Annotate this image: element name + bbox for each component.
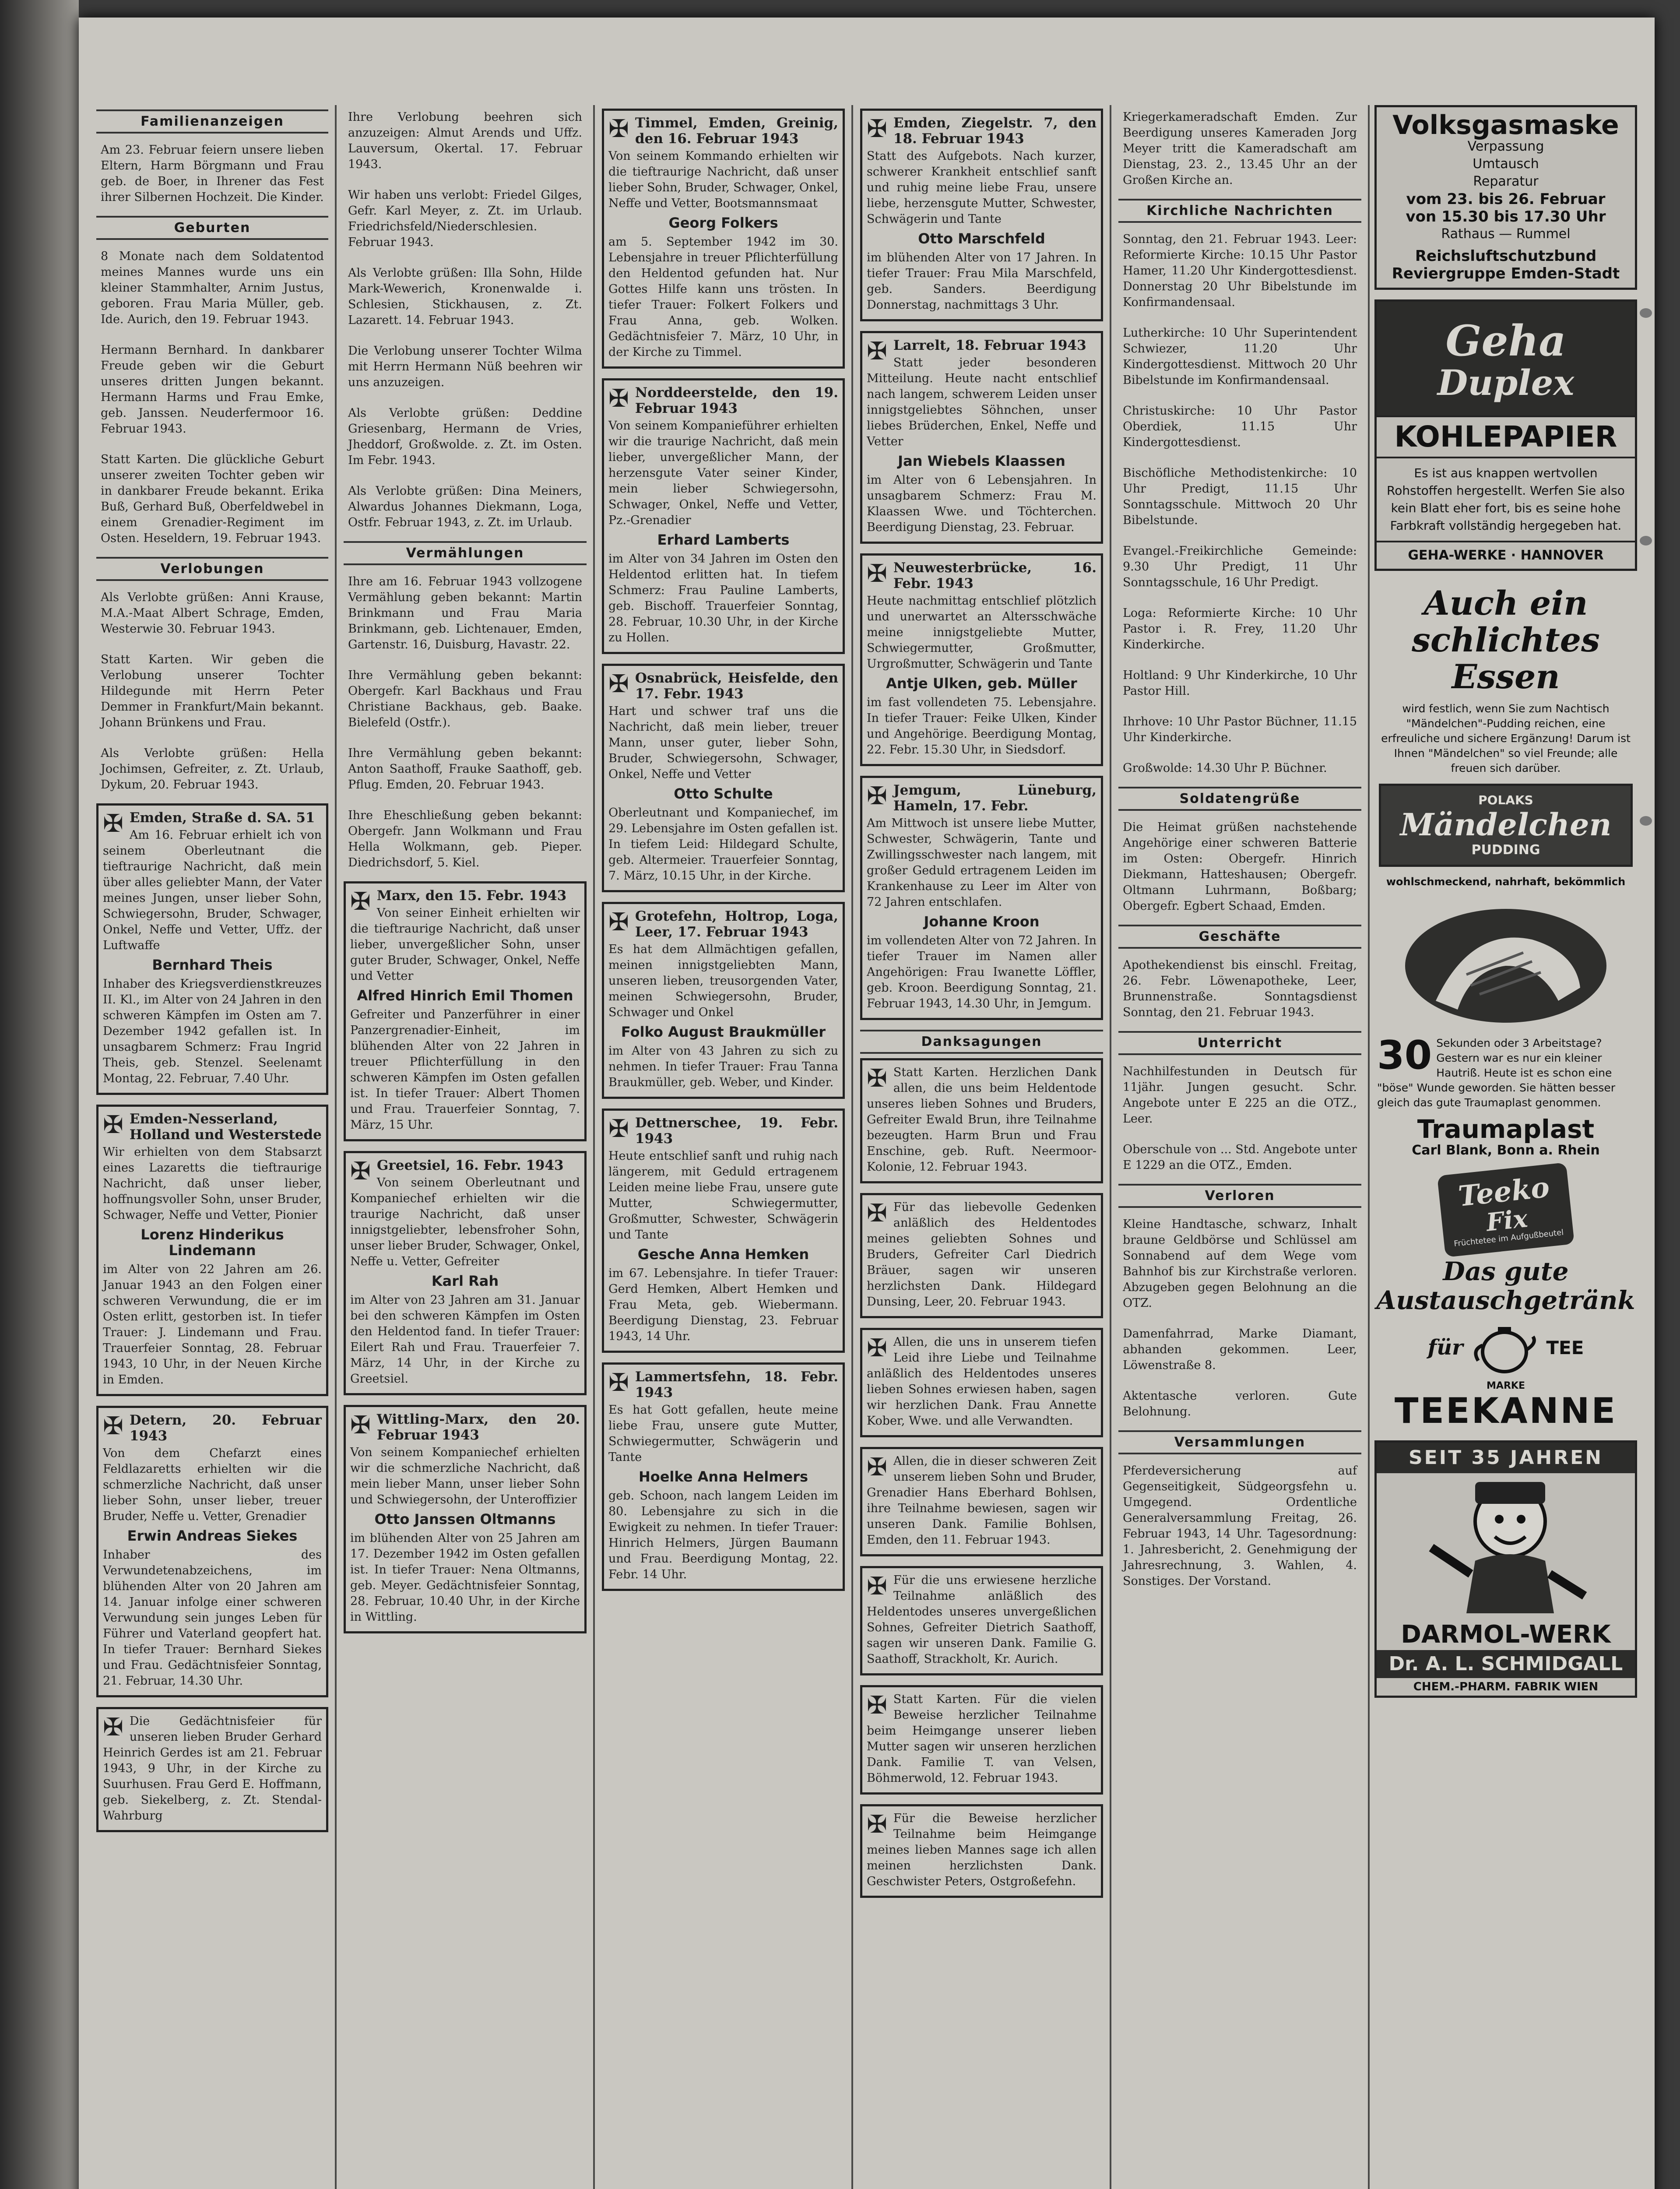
notice-text: Für die Beweise herzlicher Teilnahme beim Heimgange meines lieben Mannes sage ich allen meinen herzlichsten Dank. Geschwister Peters, Ostgroßefehn. [867,1812,1097,1888]
classified-ad [344,401,587,475]
iron-cross-icon: ✠ [608,670,629,698]
classified-ad [344,663,587,737]
death-notice [602,902,845,1099]
advertisement-column [1374,105,1637,2189]
ad-text: Loga: Reformierte Kirche: 10 Uhr Pastor i. R. Frey, 11.20 Uhr Kinderkirche. [1123,606,1357,651]
ad-line: Verpassung [1467,139,1544,154]
ad-headline: SEIT 35 JAHREN [1377,1443,1635,1473]
ad-footer: Carl Blank, Bonn a. Rhein [1412,1143,1600,1158]
ad-body: wird festlich, wenn Sie zum Nachtisch "Mändelchen"-Pudding reichen, eine erfreuliche und sichere Ergänzung! Darum ist Ihnen "Mändelchen" so viel Freunde; alle freuen sich darüber. [1381,702,1631,774]
ad-text: Ihre am 16. Februar 1943 vollzogene Vermählung geben bekannt: Martin Brinkmann und Frau Maria Brinkmann, geb. Lichtenauer, Emden, Gartenstr. 16, Duisburg, Havastr. 22. [348,575,582,651]
ad-footer: wohlschmeckend, nahrhaft, bekömmlich [1386,876,1626,888]
notice-heading: Emden-Nesserland, Holland und Westerstede [129,1111,322,1143]
classified-ad [1118,227,1361,317]
ad-text: Evangel.-Freikirchliche Gemeinde: 9.30 Uhr Predigt, 11 Uhr Sonntagsschule, 16 Uhr Predigt. [1123,544,1357,589]
brand-label: POLAKS [1478,793,1533,807]
ad-body: Es ist aus knappen wertvollen Rohstoffen hergestellt. Werfen Sie also kein Blatt eher fort, bis es seine hohe Farbkraft vollständig hergegeben hat. [1387,466,1625,533]
notice-text: im blühenden Alter von 17 Jahren. In tiefer Trauer: Frau Mila Marschfeld, geb. Sanders. Beerdigung Donnerstag, nachmittags 3 Uhr. [867,251,1097,312]
classified-ad [96,585,328,643]
ad-text: Als Verlobte grüßen: Hella Jochimsen, Gefreiter, z. Zt. Urlaub, Dykum, 20. Februar 1943. [101,746,324,792]
death-notice [602,1362,845,1591]
iron-cross-icon: ✠ [608,1115,629,1143]
iron-cross-icon: ✠ [350,1157,371,1186]
notice-text: Heute nachmittag entschlief plötzlich und unerwartet an Altersschwäche meine innigstgeliebte Mutter, Schwiegermutter, Großmutter, Urgroßmutter, Schwägerin und Tante [867,594,1097,671]
ad-text: Aktentasche verloren. Gute Belohnung. [1123,1389,1357,1418]
notice-heading: Marx, den 15. Febr. 1943 [376,888,567,904]
ad-text: Ihre Vermählung geben bekannt: Anton Saathoff, Frauke Saathoff, geb. Pflug. Emden, 20. Februar 1943. [348,746,582,792]
death-notice [602,109,845,369]
notice-text: Es hat dem Allmächtigen gefallen, meinen innigstgeliebten Mann, unseren lieben, treusorgenden Vater, meinen Schwiegersohn, Bruder, Schwager und Onkel [608,943,838,1019]
notice-text: Am Mittwoch ist unsere liebe Mutter, Schwester, Schwägerin, Tante und Zwillingsschwester nach langem, mit großer Geduld ertragenem Leiden im Krankenhause zu Leer im Alter von 72 Jahren entschlafen. [867,816,1097,909]
notice-name: Johanne Kroon [924,913,1040,930]
section-heading: Verloren [1118,1184,1361,1208]
classified-ad [344,479,587,537]
darmol-ad [1374,1440,1637,1698]
death-notice [860,776,1103,1020]
classified-ad [344,570,587,659]
notice-text: im Alter von 6 Lebensjahren. In unsagbarem Schmerz: Frau M. Klaassen Wwe. und Töchterchen. Beerdigung Dienstag, 23. Februar. [867,473,1097,534]
death-notice [860,553,1103,766]
classified-ad [1118,399,1361,457]
ad-text: Ihrhove: 10 Uhr Pastor Büchner, 11.15 Uhr Kinderkirche. [1123,715,1357,744]
traumaplast-ad [1374,900,1637,1159]
death-notice [602,1109,845,1353]
notice-heading: Grotefehn, Holtrop, Loga, Leer, 17. Februar 1943 [635,908,838,940]
notice-heading: Wittling-Marx, den 20. Februar 1943 [376,1411,580,1443]
brand-name: TEEKANNE [1394,1390,1617,1431]
notice-text: im 67. Lebensjahre. In tiefer Trauer: Gerd Hemken, Albert Hemken und Frau Meta, geb. Wiebermann. Beerdigung Dienstag, 23. Februar 1943, 14 Uhr. [608,1267,838,1343]
product-name: Mändelchen [1400,806,1612,843]
ad-line: Reviergruppe Emden-Stadt [1392,265,1620,282]
ad-text: Damenfahrrad, Marke Diamant, abhanden gekommen. Leer, Löwenstraße 8. [1123,1327,1357,1372]
iron-cross-icon: ✠ [867,1199,887,1228]
product-name: Teeko [1456,1171,1551,1213]
geha-kohlepapier-ad [1374,299,1637,571]
iron-cross-icon: ✠ [608,384,629,413]
section-heading: Familienanzeigen [96,109,328,134]
notice-name: Bernhard Theis [152,957,273,973]
ad-text: Die Verlobung unserer Tochter Wilma mit Herrn Hermann Nüß beehren wir uns anzuzeigen. [348,344,582,389]
column-1 [92,105,333,2189]
column-4 [856,105,1107,2189]
ad-text: Am 23. Februar feiern unsere lieben Eltern, Harm Börgmann und Frau geb. de Boer, in Ihrener das Fest ihrer Silbernen Hochzeit. Die Kinder. [101,143,324,204]
death-notice [602,378,845,654]
death-notice [344,881,587,1141]
thank-you-notice [860,1193,1103,1318]
notice-name: Otto Janssen Oltmanns [374,1511,556,1527]
section-heading: Verlobungen [96,557,328,581]
classified-ad [1118,710,1361,752]
section-heading: Versammlungen [1118,1430,1361,1454]
iron-cross-icon: ✠ [867,1572,887,1601]
notice-text: Hart und schwer traf uns die Nachricht, daß mein lieber, treuer Mann, unser guter, lieber Sohn, Bruder, Schwiegersohn, Schwager, Onkel, Neffe und Vetter [608,704,838,781]
classified-ad [96,244,328,334]
classified-ad [1118,756,1361,782]
iron-cross-icon: ✠ [867,560,887,588]
notice-heading: Timmel, Emden, Greinig, den 16. Februar 1943 [635,115,838,147]
ad-headline: Das gute Austauschgetränk [1376,1256,1635,1315]
product-label: PUDDING [1471,842,1540,858]
ad-text: Holtland: 9 Uhr Kinderkirche, 10 Uhr Pastor Hill. [1123,669,1357,698]
classified-ad [1118,1212,1361,1317]
iron-cross-icon: ✠ [608,908,629,936]
notice-name: Hoelke Anna Helmers [638,1468,808,1485]
ad-text: Kriegerkameradschaft Emden. Zur Beerdigung unseres Kameraden Jorg Meyer tritt die Kameradschaft am Dienstag, 23. 2., 13.45 Uhr an der Großen Kirche an. [1123,110,1357,187]
notice-heading: Detern, 20. Februar 1943 [129,1412,322,1444]
pudding-package [1379,784,1633,867]
ad-text: Statt Karten. Wir geben die Verlobung unserer Tochter Hildegunde mit Herrn Peter Demmer in Frankfurt/Main bekannt. Johann Brünkens und Frau. [101,653,324,729]
notice-text: Von seinem Kommando erhielten wir die tieftraurige Nachricht, daß unser lieber Sohn, Bruder, Schwager, Onkel, Neffe und Vetter, Bootsmannsmaat [608,149,838,210]
notice-name: Antje Ulken, geb. Müller [886,675,1077,692]
ad-word: TEE [1546,1337,1584,1358]
iron-cross-icon: ✠ [103,1412,123,1440]
iron-cross-icon: ✠ [867,1691,887,1720]
teapot-icon [1472,1319,1537,1376]
notice-text: im Alter von 23 Jahren am 31. Januar bei den schweren Kämpfen im Osten den Heldentod fand. In tiefer Trauer: Eilert Rah und Frau. Trauerfeier 7. März, 14 Uhr, in der Kirche zu Greetsiel. [350,1293,580,1386]
ad-text: Die Heimat grüßen nachstehende Angehörige einer schweren Batterie im Osten: Obergefr. Hinrich Diekmann, Hatteshausen; Obergefr. Oltmann Luhrmann, Boßbarg; Obergefr. Egbert Schaad, Emden. [1123,820,1357,913]
notice-text: Die Gedächtnisfeier für unseren lieben Bruder Gerhard Heinrich Gerdes ist am 21. Februar 1943, 9 Uhr, in der Kirche zu Suurhusen. Frau Gerd E. Hoffmann, geb. Siekelberg, z. Zt. Stendal-Wahrburg [103,1714,322,1823]
column-2 [339,105,591,2189]
classified-ad [344,183,587,257]
ad-text: Bischöfliche Methodistenkirche: 10 Uhr Predigt, 11.15 Uhr Sonntagsschule. Mittwoch 20 Uhr Bibelstunde. [1123,466,1357,527]
notice-text: Von seinem Kompanieführer erhielten wir die traurige Nachricht, daß mein lieber, unvergeßlicher Mann, der herzensgute Vater seiner Kinder, mein lieber Schwiegersohn, Schwager, Onkel, Neffe und Vetter, Pz.-Grenadier [608,419,838,527]
classified-ad [96,338,328,443]
death-notice [96,1105,328,1396]
notice-heading: Norddeerstelde, den 19. Februar 1943 [635,385,838,416]
section-heading: Kirchliche Nachrichten [1118,199,1361,223]
ad-text: Sonntag, den 21. Februar 1943. Leer: Reformierte Kirche: 10.15 Uhr Pastor Hamer, 11.20 Uhr Kindergottesdienst. Donnerstag 20 Uhr Bibelstunde im Konfirmandensaal. [1123,232,1357,309]
ad-headline: Auch ein schlichtes Essen [1412,584,1600,696]
classified-ad [1118,321,1361,394]
ad-text: Pferdeversicherung auf Gegenseitigkeit, Südgeorgsfehn u. Umgegend. Ordentliche Generalversammlung Freitag, 26. Februar 1943, 14 Uhr. Tagesordnung: 1. Jahresbericht, 2. Genehmigung der Jahresrechnung, 3. Wahlen, 4. Sonstiges. Der Vorstand. [1123,1464,1357,1588]
notice-heading: Lammertsfehn, 18. Febr. 1943 [635,1369,838,1401]
notice-text: Oberleutnant und Kompaniechef, im 29. Lebensjahre im Osten gefallen ist. In tiefem Leid: Hildegard Schulte, geb. Altermeier. Trauerfeier Sonntag, 7. März, 10.15 Uhr, in der Kirche. [608,806,838,883]
brand-name: DARMOL-WERK [1401,1620,1611,1649]
geha-logo-panel [1377,302,1635,415]
thank-you-notice [860,1804,1103,1898]
column-rule [593,105,595,2189]
iron-cross-icon: ✠ [103,1111,123,1139]
notice-name: Karl Rah [431,1273,499,1289]
brand-marke: MARKE [1487,1380,1525,1391]
column-rule [851,105,853,2189]
thank-you-notice [860,1566,1103,1675]
notice-text: im Alter von 34 Jahren im Osten den Heldentod erlitten hat. In tiefem Schmerz: Frau Pauline Lamberts, geb. Bischoff. Trauerfeier Sonntag, 28. Februar, 10.30 Uhr, in der Kirche zu Hollen. [608,552,838,644]
notice-heading: Emden, Straße d. SA. 51 [129,810,315,826]
teekanne-logo-row [1374,1319,1637,1376]
notice-heading: Greetsiel, 16. Febr. 1943 [376,1158,564,1173]
classified-ad [1118,1459,1361,1595]
classified-ad [1118,815,1361,920]
ad-text: Statt Karten. Die glückliche Geburt unserer zweiten Tochter geben wir in dankbarer Freude bekannt. Erika Buß, Gerhard Buß, Oberfeldwebel in einem Grenadier-Regiment im Osten. Heseldern, 19. Februar 1943. [101,453,324,545]
ad-line: vom 23. bis 26. Februar [1406,190,1606,208]
death-notice [96,1406,328,1697]
notice-text: Statt des Aufgebots. Nach kurzer, schwerer Krankheit entschlief sanft und ruhig meine liebe Frau, unsere liebe, herzensgute Mutter, Schwester, Schwägerin und Tante [867,149,1097,226]
notice-text: Von seinem Oberleutnant und Kompaniechef erhielten wir die traurige Nachricht, daß unser innigstgeliebter, lebensfroher Sohn, unser lieber Bruder, Schwager, Onkel, Neffe u. Vetter, Gefreiter [350,1176,580,1268]
notice-name: Erhard Lamberts [657,531,790,548]
ad-text: Als Verlobte grüßen: Illa Sohn, Hilde Mark-Wewerich, Kronenwalde i. Schlesien, Stickhausen, z. Zt. Lazarett. 14. Februar 1943. [348,266,582,327]
duplex-logo: Duplex [1437,362,1575,403]
ad-text: Apothekendienst bis einschl. Freitag, 26. Febr. Löwenapotheke, Leer, Brunnenstraße. Sonntagsdienst Sonntag, den 21. Februar 1943. [1123,958,1357,1019]
thank-you-notice [860,1685,1103,1795]
classified-ad [96,741,328,799]
company-description: CHEM.-PHARM. FABRIK WIEN [1413,1680,1599,1693]
ad-text: Hermann Bernhard. In dankbarer Freude geben wir die Geburt unseres dritten Jungen bekannt. Hermann Harms und Frau Emke, geb. Janssen. Neuderfermoor 16. Februar 1943. [101,343,324,436]
ad-text: Als Verlobte grüßen: Dina Meiners, Alwardus Johannes Diekmann, Loga, Ostfr. Februar 1943, z. Zt. im Urlaub. [348,484,582,529]
death-notice [344,1405,587,1633]
classified-ad [1118,1059,1361,1133]
iron-cross-icon: ✠ [867,1334,887,1362]
ad-line: Rathaus — Rummel [1441,226,1571,242]
classified-ad [1118,105,1361,194]
iron-cross-icon: ✠ [103,809,123,838]
column-5 [1114,105,1366,2189]
classified-ad [1118,1137,1361,1179]
notice-text: im Alter von 43 Jahren zu sich zu nehmen. In tiefer Trauer: Frau Tanna Braukmüller, geb. Weber, und Kinder. [608,1044,838,1089]
classified-ad [1118,1384,1361,1426]
notice-text: Allen, die in dieser schweren Zeit unserem lieben Sohn und Bruder, Grenadier Hans Eberhard Bohlsen, ihre Teilnahme bewiesen, sagen wir unseren Dank. Familie Bohlsen, Emden, den 11. Februar 1943. [867,1454,1097,1547]
classified-ad [344,105,587,179]
newspaper-page [79,18,1655,2189]
thank-you-notice [860,1447,1103,1556]
classified-ad [96,447,328,553]
page-binding-edge [0,0,79,2189]
section-heading: Danksagungen [860,1030,1103,1054]
notice-name: Georg Folkers [668,215,778,231]
notice-heading: Dettnerschee, 19. Febr. 1943 [635,1115,838,1147]
ad-line: Umtausch [1473,156,1539,172]
iron-cross-icon: ✠ [867,1453,887,1482]
notice-text: Statt Karten. Für die vielen Beweise herzlicher Teilnahme beim Heimgange unserer lieben Mutter sagen wir unseren herzlichen Dank. Familie T. van Velsen, Böhmerwold, 12. Februar 1943. [867,1693,1097,1785]
notice-name: Alfred Hinrich Emil Thomen [357,987,573,1004]
teekanne-ad [1374,1169,1637,1431]
iron-cross-icon: ✠ [867,115,887,143]
cartoon-man-illustration [1379,1473,1633,1618]
notice-name: Folko August Braukmüller [621,1024,826,1040]
column-3 [597,105,849,2189]
notice-text: Am 16. Februar erhielt ich von seinem Oberleutnant die tieftraurige Nachricht, daß mein über alles geliebter Mann, der Vater meines Jungen, unser lieber Sohn, Schwiegersohn, Bruder, Schwager, Onkel, Neffe und Vetter, Uffz. der Luftwaffe [103,828,322,952]
ad-word: für [1427,1335,1463,1360]
ad-text: Kleine Handtasche, schwarz, Inhalt braune Geldbörse und Schlüssel am Sonnabend auf dem Wege vom Bahnhof bis zur Kirchstraße verloren. Abzugeben gegen Belohnung an die OTZ. [1123,1218,1357,1310]
binder-clip [1637,534,1655,547]
notice-name: Gesche Anna Hemken [637,1246,809,1263]
notice-text: im blühenden Alter von 25 Jahren am 17. Dezember 1942 im Osten gefallen ist. In tiefer Trauer: Nena Oltmanns, geb. Meyer. Gedächtnisfeier Sonntag, 28. Februar, 10.40 Uhr, in der Kirche in Wittling. [350,1531,580,1624]
iron-cross-icon: ✠ [867,782,887,810]
ad-line: von 15.30 bis 17.30 Uhr [1406,208,1606,225]
classified-ad [344,741,587,799]
notice-heading: Neuwesterbrücke, 16. Febr. 1943 [893,560,1097,591]
ad-body: Sekunden oder 3 Arbeitstage? Gestern war es nur ein kleiner Hautriß. Heute ist es schon eine "böse" Wunde geworden. Sie hätten besser gleich das gute Traumaplast genommen. [1377,1037,1616,1109]
ad-number: 30 [1377,1032,1432,1078]
thank-you-notice [860,1328,1103,1437]
product-name-suffix: Fix [1485,1204,1529,1237]
notice-text: Wir erhielten von dem Stabsarzt eines Lazaretts die tieftraurige Nachricht, daß unser lieber, hoffnungsvoller Sohn, unser Bruder, Schwager, Neffe und Vetter, Pionier [103,1145,322,1222]
ad-line: Reichsluftschutzbund [1415,247,1597,265]
classified-ad [1118,953,1361,1027]
iron-cross-icon: ✠ [608,115,629,143]
notice-name: Lorenz Hinderikus Lindemann [141,1226,284,1259]
notice-name: Erwin Andreas Siekes [127,1527,298,1544]
ad-footer: GEHA-WERKE · HANNOVER [1377,541,1635,569]
death-notice [602,664,845,892]
notice-text: Inhaber des Verwundetenabzeichens, im blühenden Alter von 20 Jahren am 14. Januar infolge einer schweren Verwundung sein junges Leben für Führer und Vaterland geopfert hat. In tiefer Trauer: Bernhard Siekes und Frau. Gedächtnisfeier Sonntag, 21. Februar, 14.30 Uhr. [103,1548,322,1688]
ad-text: Großwolde: 14.30 Uhr P. Büchner. [1123,761,1327,775]
volksgasmaske-ad [1374,105,1637,290]
product-name: Traumaplast [1417,1114,1595,1144]
iron-cross-icon: ✠ [608,1369,629,1397]
notice-heading: Jemgum, Lüneburg, Hameln, 17. Febr. [893,782,1097,814]
notice-text: Von seinem Kompaniechef erhielten wir die schmerzliche Nachricht, daß mein lieber Mann, unser lieber Sohn und Schwiegersohn, der Unteroffizier [350,1446,580,1506]
ad-line: Reparatur [1473,174,1539,189]
thank-you-notice [860,1058,1103,1183]
ad-text: Wir haben uns verlobt: Friedel Gilges, Gefr. Karl Meyer, z. Zt. im Urlaub. Friedrichsfeld/Niederschlesien. Februar 1943. [348,188,582,249]
death-notice [860,109,1103,321]
classified-ad [96,138,328,211]
classified-ad [1118,663,1361,705]
notice-text: am 5. September 1942 im 30. Lebensjahre in treuer Pflichterfüllung den Heldentod gefunden hat. Nur Gottes Hilfe kann uns trösten. In tiefer Trauer: Folkert Folkers und Frau Anna, geb. Wolken. Gedächtnisfeier 7. März, 10 Uhr, in der Kirche zu Timmel. [608,235,838,359]
classified-ad [1118,461,1361,535]
bandaged-arm-illustration [1374,900,1637,1031]
classified-ad [96,648,328,737]
section-heading: Geburten [96,216,328,240]
ad-text: Als Verlobte grüßen: Anni Krause, M.A.-Maat Albert Schrage, Emden, Westerwie 30. Februar 1943. [101,591,324,636]
notice-text: Es hat Gott gefallen, heute meine liebe Frau, unsere gute Mutter, Schwiegermutter, Schwägerin und Tante [608,1403,838,1464]
classified-ad [1118,539,1361,597]
notice-name: Otto Schulte [674,785,773,802]
classified-ad [1118,1322,1361,1380]
notice-text: Heute entschlief sanft und ruhig nach längerem, mit Geduld ertragenem Leiden meine liebe Frau, unsere gute Mutter, Schwiegermutter, Großmutter, Schwester, Schwägerin und Tante [608,1149,838,1242]
death-notice [344,1151,587,1395]
iron-cross-icon: ✠ [350,887,371,916]
maendelchen-pudding-ad [1374,581,1637,890]
notice-heading: Osnabrück, Heisfelde, den 17. Febr. 1943 [635,670,838,702]
iron-cross-icon: ✠ [103,1713,123,1742]
notice-name: Jan Wiebels Klaassen [898,453,1065,469]
iron-cross-icon: ✠ [350,1411,371,1439]
binder-clip [1637,306,1655,320]
death-notice [96,1707,328,1832]
classified-ad [344,339,587,397]
column-rule [1368,105,1370,2189]
company-name: Dr. A. L. SCHMIDGALL [1377,1650,1635,1678]
notice-text: im Alter von 22 Jahren am 26. Januar 1943 an den Folgen einer schweren Verwundung, die er im Osten erlitt, gestorben ist. In tiefer Trauer: J. Lindemann und Frau. Trauerfeier Sonntag, 28. Februar 1943, 10 Uhr, in der Neuen Kirche in Emden. [103,1263,322,1387]
teeko-fix-package [1437,1162,1575,1257]
notice-text: Von dem Chefarzt eines Feldlazaretts erhielten wir die schmerzliche Nachricht, daß unser lieber Sohn, unser lieber, treuer Bruder, Neffe u. Vetter, Grenadier [103,1446,322,1523]
geha-logo: Geha [1445,316,1566,366]
ad-text: Nachhilfestunden in Deutsch für 11jähr. Jungen gesucht. Schr. Angebote unter E 225 an die OTZ., Leer. [1123,1065,1357,1126]
iron-cross-icon: ✠ [867,1064,887,1093]
notice-text: geb. Schoon, nach langem Leiden im 80. Lebensjahre zu sich in die Ewigkeit zu nehmen. In tiefer Trauer: Hinrich Helmers, Jürgen Baumann und Frau. Beerdigung Montag, 22. Febr. 14 Uhr. [608,1489,838,1581]
section-heading: Soldatengrüße [1118,787,1361,811]
section-heading: Unterricht [1118,1031,1361,1055]
notice-text: Gefreiter und Panzerführer in einer Panzergrenadier-Einheit, im blühenden Alter von 22 Jahren in treuer Pflichterfüllung in den schweren Kämpfen im Osten gefallen ist. In tiefer Trauer: Albert Thomen und Frau. Trauerfeier Sonntag, 7. März, 15 Uhr. [350,1008,580,1132]
ad-text: Lutherkirche: 10 Uhr Superintendent Schwiezer, 11.20 Uhr Kindergottesdienst. Mittwoch 20 Uhr Bibelstunde im Konfirmandensaal. [1123,326,1357,387]
notice-text: Von seiner Einheit erhielten wir die tieftraurige Nachricht, daß unser lieber, unvergeßlicher Sohn, unser guter Bruder, Schwager, Onkel, Neffe und Vetter [350,906,580,983]
notice-text: Inhaber des Kriegsverdienstkreuzes II. Kl., im Alter von 24 Jahren in den schweren Kämpfen im Osten am 7. Dezember 1942 gefallen ist. In unsagbarem Schmerz: Frau Ingrid Theis, geb. Stenzel. Seelenamt Montag, 22. Februar, 7.40 Uhr. [103,977,322,1085]
notice-text: im fast vollendeten 75. Lebensjahre. In tiefer Trauer: Feike Ulken, Kinder und Angehörige. Beerdigung Montag, 22. Febr. 15.30 Uhr, in Siedsdorf. [867,696,1097,757]
product-description: Früchtetee im Aufgußbeutel [1453,1228,1564,1249]
binder-clip [1637,814,1655,827]
ad-text: Ihre Vermählung geben bekannt: Obergefr. Karl Backhaus und Frau Christiane Backhaus, geb. Baake. Bielefeld (Ostfr.). [348,669,582,729]
ad-text: 8 Monate nach dem Soldatentod meines Mannes wurde uns ein kleiner Stammhalter, Arnim Justus, geboren. Frau Maria Müller, geb. Ide. Aurich, den 19. Februar 1943. [101,250,324,326]
classified-ad [1118,601,1361,659]
classified-ad [344,261,587,334]
column-rule [335,105,337,2189]
ad-text: Ihre Verlobung beehren sich anzuzeigen: Almut Arends und Uffz. Lauversum, Okertal. 17. Februar 1943. [348,110,582,171]
iron-cross-icon: ✠ [867,337,887,366]
notice-text: Statt Karten. Herzlichen Dank allen, die uns beim Heldentode unseres lieben Sohnes und Bruders, Gefreiter Ewald Brun, ihre Teilnahme bezeugten. Harm Brun und Frau Enschine, geb. Ruft. Neermoor-Kolonie, 12. Februar 1943. [867,1066,1097,1174]
section-heading: Geschäfte [1118,925,1361,949]
death-notice [96,803,328,1095]
notice-text: Für die uns erwiesene herzliche Teilnahme anläßlich des Heldentodes unseres unvergeßlichen Sohnes, Gefreiter Dietrich Saathoff, sagen wir unseren Dank. Familie G. Saathoff, Strackholt, Kr. Aurich. [867,1573,1097,1666]
ad-text: Ihre Eheschließung geben bekannt: Obergefr. Jann Wolkmann und Frau Hella Wolkmann, geb. Pieper. Diedrichsdorf, 5. Kiel. [348,809,582,869]
ad-text: Oberschule von ... Std. Angebote unter E 1229 an die OTZ., Emden. [1123,1143,1357,1172]
death-notice [860,331,1103,544]
iron-cross-icon: ✠ [867,1810,887,1839]
notice-name: Otto Marschfeld [918,230,1045,247]
notice-text: Für das liebevolle Gedenken anläßlich des Heldentodes meines geliebten Sohnes und Bruders, Gefreiter Carl Diedrich Bräuer, sagen wir unseren herzlichsten Dank. Hildegard Dunsing, Leer, 20. Februar 1943. [867,1200,1097,1309]
ad-text: Christuskirche: 10 Uhr Pastor Oberdiek, 11.15 Uhr Kindergottesdienst. [1123,404,1357,449]
ad-headline: KOHLEPAPIER [1377,415,1635,458]
column-rule [1110,105,1111,2189]
notice-text: Statt jeder besonderen Mitteilung. Heute nacht entschlief nach langem, schwerem Leiden unser innigstgeliebtes Söhnchen, unser liebes Brüderchen, Enkel, Neffe und Vetter [867,356,1097,448]
notice-text: im vollendeten Alter von 72 Jahren. In tiefer Trauer im Namen aller Angehörigen: Frau Iwanette Löffler, geb. Kroon. Beerdigung Sonntag, 21. Februar 1943, 14.30 Uhr, in Jemgum. [867,934,1097,1010]
notice-heading: Larrelt, 18. Februar 1943 [893,338,1086,353]
ad-text: Als Verlobte grüßen: Deddine Griesenbarg, Hermann de Vries, Jheddorf, Großwolde. z. Zt. im Osten. Im Febr. 1943. [348,406,582,467]
notice-heading: Emden, Ziegelstr. 7, den 18. Februar 1943 [893,115,1097,147]
section-heading: Vermählungen [344,541,587,565]
notice-text: Allen, die uns in unserem tiefen Leid ihre Liebe und Teilnahme anläßlich des Heldentodes unseres lieben Sohnes erwiesen haben, sagen wir herzlichen Dank. Frau Annette Kober, Wwe. und alle Verwandten. [867,1335,1097,1428]
classified-ad [344,803,587,877]
ad-headline: Volksgasmaske [1392,110,1619,141]
